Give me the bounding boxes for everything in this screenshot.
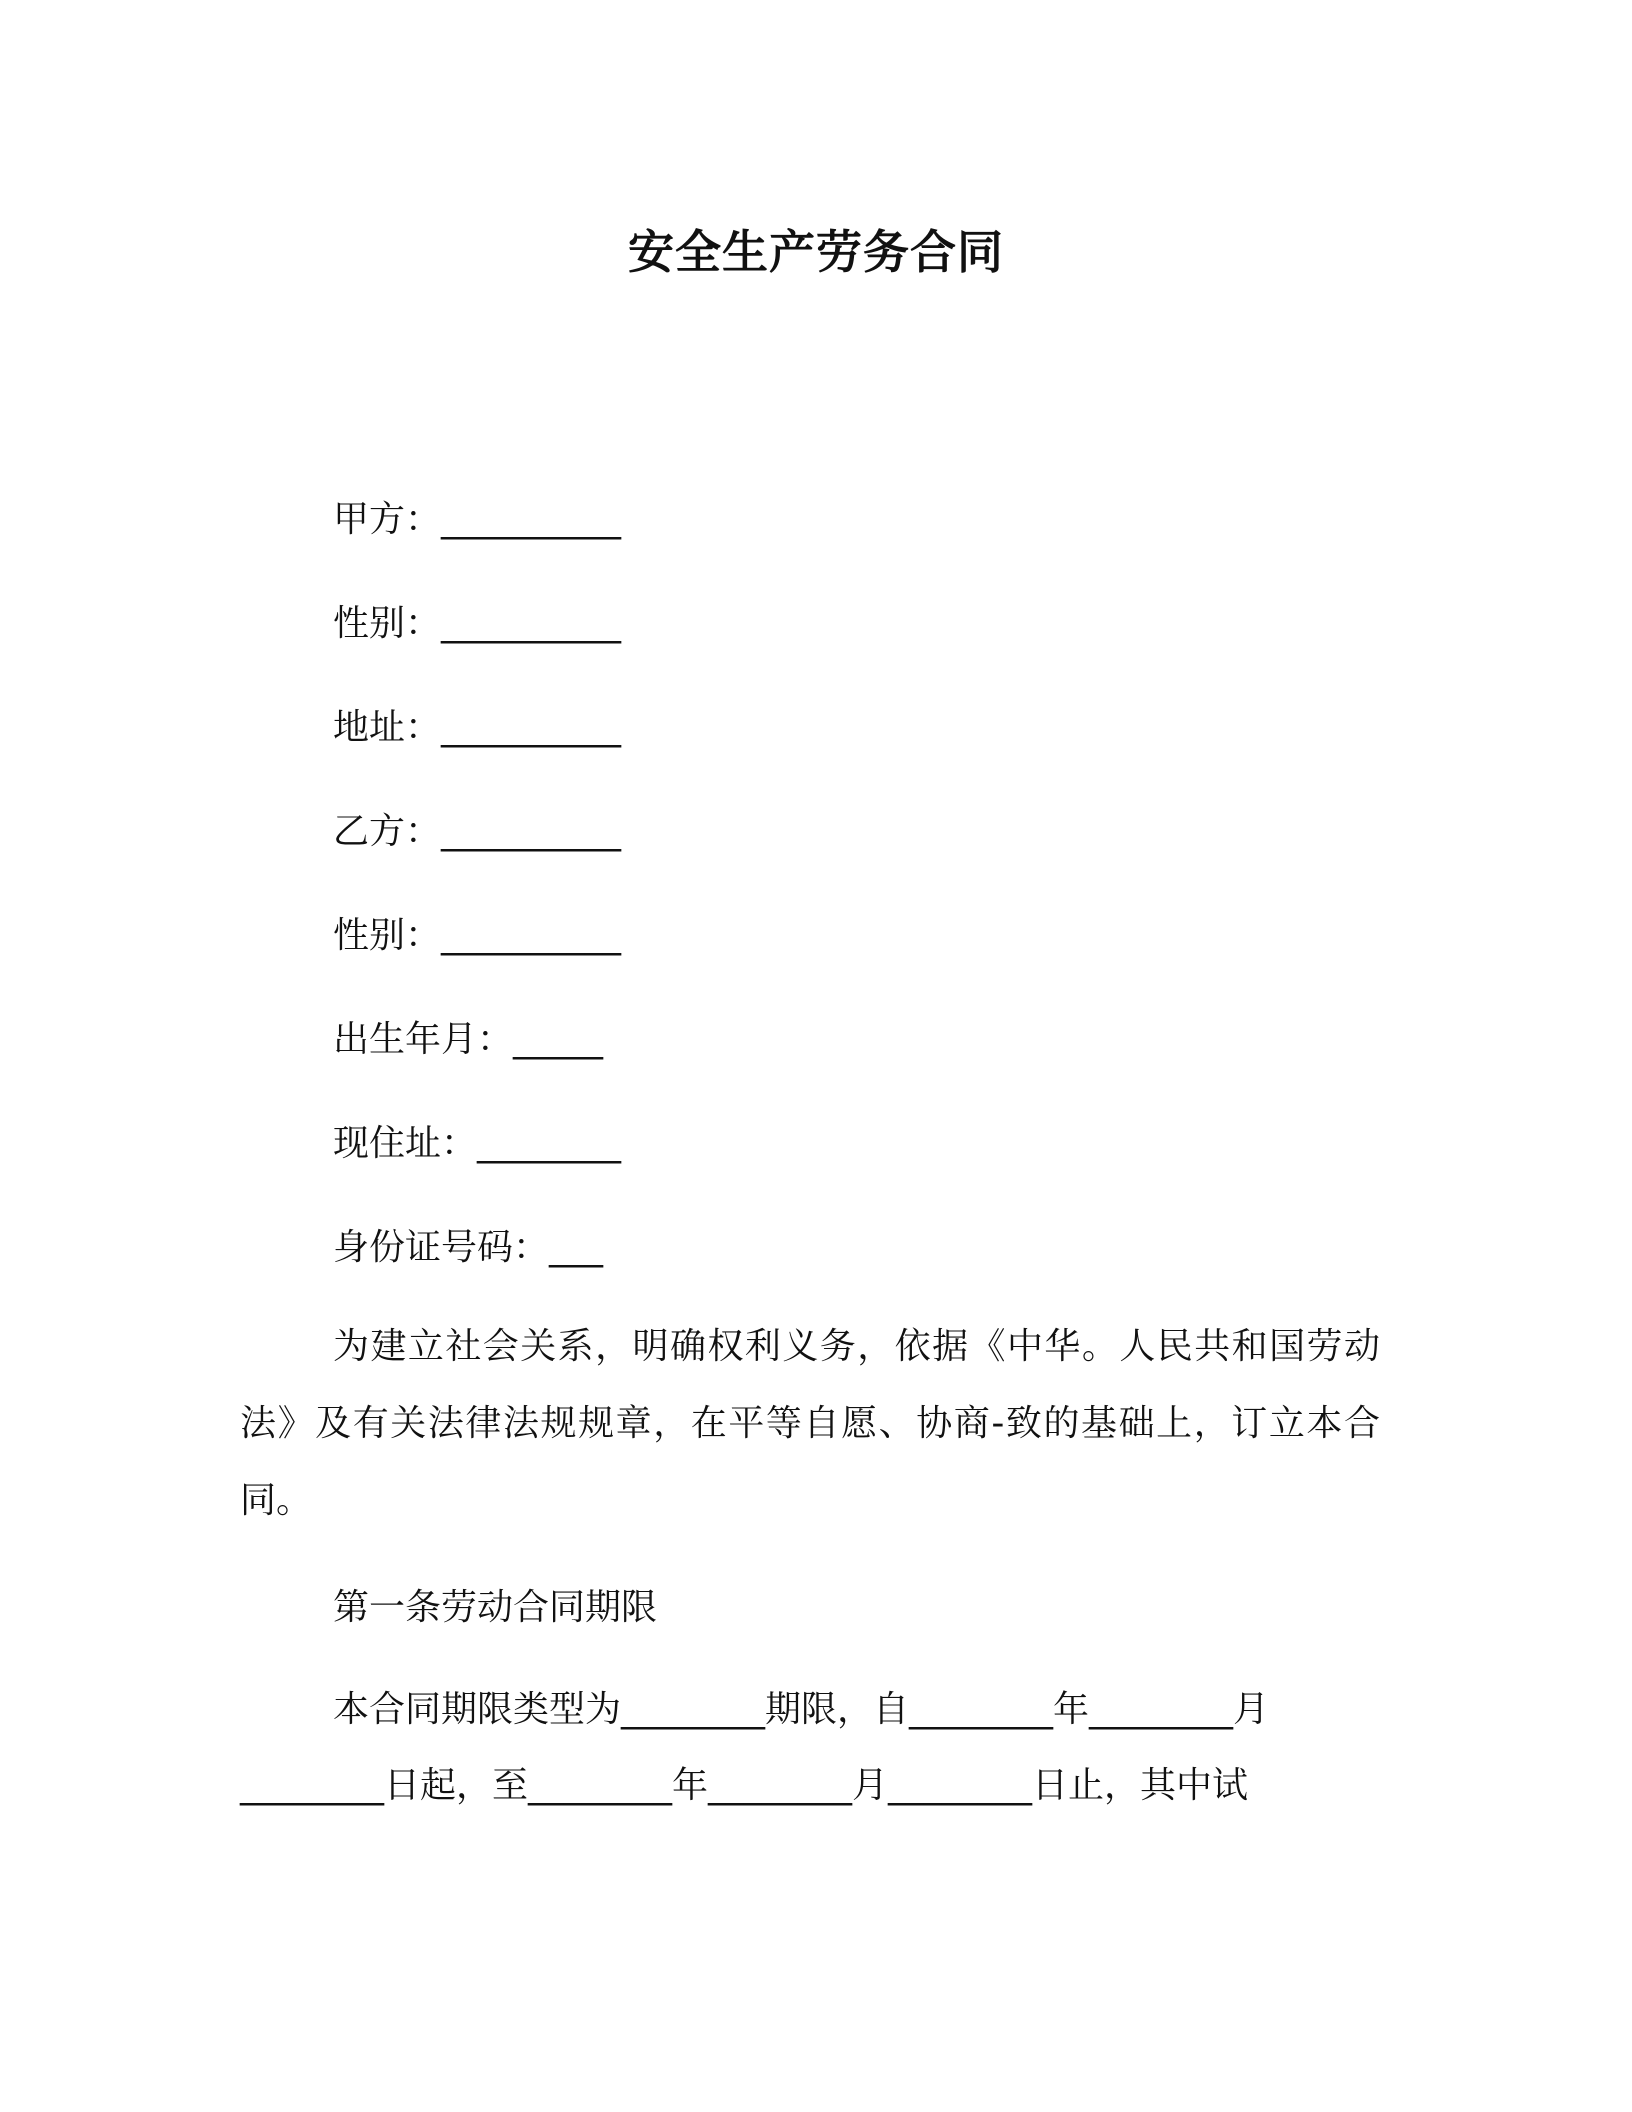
field-label: 乙方：: [333, 811, 442, 852]
field-label: 甲方：: [333, 499, 442, 540]
field-label: 现住址：: [333, 1123, 478, 1164]
field-blank: __________: [441, 707, 622, 748]
article-1-heading: 第一条劳动合同期限: [333, 1587, 658, 1628]
field-party-b-id: [333, 1224, 603, 1272]
field-party-a-address: [333, 704, 621, 752]
field-party-b: [333, 808, 621, 856]
field-label: 性别：: [333, 603, 442, 644]
preamble-paragraph: 为建立社会关系，明确权利义务，依据《中华。人民共和国劳动法》及有关法律法规规章，在平等自愿、协商-致的基础上，订立本合同。: [240, 1326, 1380, 1521]
document-title: 安全生产劳务合同: [628, 225, 1004, 279]
field-label: 身份证号码：: [333, 1227, 550, 1268]
field-label: 地址：: [333, 707, 442, 748]
field-party-a-gender: [333, 600, 621, 648]
field-party-b-address: [333, 1120, 621, 1168]
field-party-b-gender: [333, 912, 621, 960]
field-label: 性别：: [333, 915, 442, 956]
field-blank: _____: [513, 1019, 604, 1060]
field-blank: __________: [441, 603, 622, 644]
article-1-line-1: 本合同期限类型为________期限，自________年________月: [333, 1689, 1270, 1730]
field-blank: __________: [441, 499, 622, 540]
field-party-a: [333, 496, 621, 544]
field-blank: __________: [441, 915, 622, 956]
field-party-b-birth: [333, 1016, 603, 1064]
article-1-line-2: ________日起，至________年________月________日止，其中试: [240, 1765, 1249, 1806]
field-blank: __________: [441, 811, 622, 852]
field-blank: ________: [477, 1123, 622, 1164]
field-label: 出生年月：: [333, 1019, 514, 1060]
field-blank: ___: [549, 1227, 604, 1268]
